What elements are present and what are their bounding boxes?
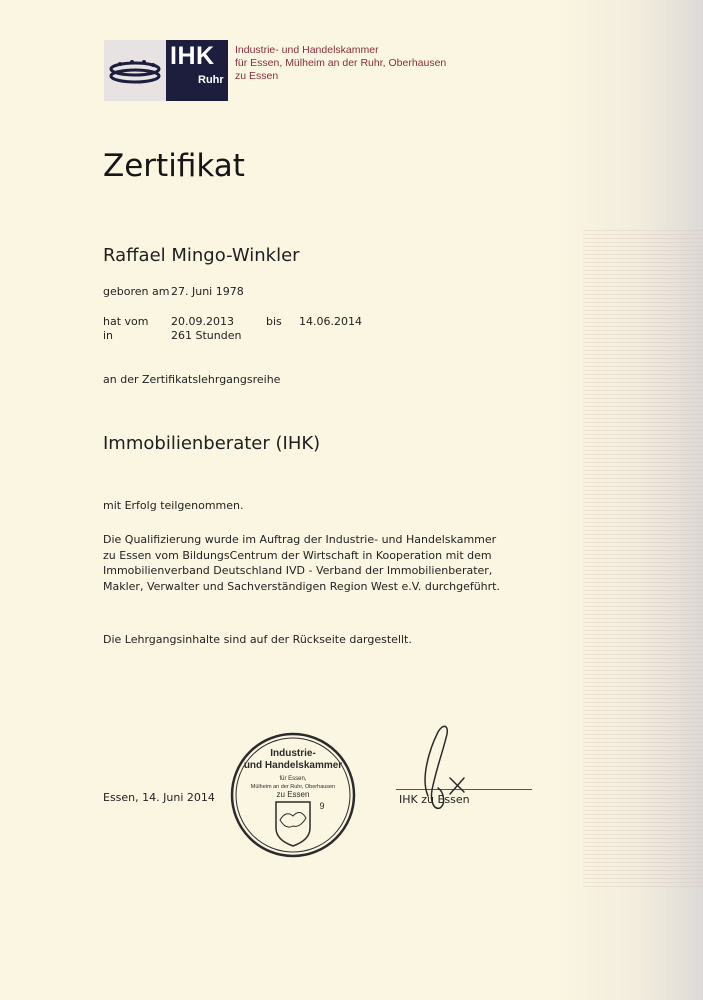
from-label: hat vom — [103, 315, 149, 328]
stamp-line-1: Industrie- — [270, 748, 316, 759]
stamp-number: 9 — [319, 801, 325, 811]
handwritten-signature — [410, 718, 480, 828]
stamp-line-4: Mülheim an der Ruhr, Oberhausen — [250, 784, 336, 790]
horse-emblem-icon — [280, 812, 306, 827]
ihk-logo-text: IHK — [170, 42, 215, 70]
to-date: 14.06.2014 — [299, 315, 362, 328]
security-stripes — [583, 230, 703, 890]
paragraph-line-3: Immobilienverband Deutschland IVD - Verband der Immobilienberater, — [103, 564, 493, 577]
place-date: Essen, 14. Juni 2014 — [103, 791, 215, 804]
to-label: bis — [266, 315, 282, 328]
stamp-line-5: zu Essen — [276, 790, 310, 799]
recipient-name: Raffael Mingo-Winkler — [103, 245, 300, 266]
qualification-paragraph — [103, 532, 500, 594]
ihk-logo-ruhr-text: Ruhr — [198, 74, 224, 86]
back-note: Die Lehrgangsinhalte sind auf der Rückseite dargestellt. — [103, 633, 412, 646]
stamp-line-3: für Essen, — [279, 776, 307, 782]
born-label: geboren am — [103, 285, 170, 298]
official-seal-stamp — [228, 730, 358, 860]
from-date: 20.09.2013 — [171, 315, 234, 328]
hours: 261 Stunden — [171, 329, 242, 342]
course-title: Immobilienberater (IHK) — [103, 433, 321, 454]
in-label: in — [103, 329, 114, 342]
ihk-logo-symbol-icon — [104, 40, 166, 101]
org-line-1: Industrie- und Handelskammer — [235, 44, 379, 56]
series-text: an der Zertifikatslehrgangsreihe — [103, 373, 281, 386]
coat-of-arms-icon — [276, 802, 310, 846]
born-date: 27. Juni 1978 — [171, 285, 244, 298]
paragraph-line-2: zu Essen vom BildungsCentrum der Wirtschaft in Kooperation mit dem — [103, 548, 492, 562]
org-line-2: für Essen, Mülheim an der Ruhr, Oberhausen — [235, 57, 447, 69]
certificate-title: Zertifikat — [103, 148, 245, 184]
organization-name — [235, 44, 446, 83]
stamp-line-2: und Handelskammer — [243, 760, 343, 771]
signature-label: IHK zu Essen — [399, 793, 470, 806]
success-text: mit Erfolg teilgenommen. — [103, 499, 244, 512]
org-line-3: zu Essen — [235, 70, 279, 82]
paragraph-line-4: Makler, Verwalter und Sachverständigen Region West e.V. durchgeführt. — [103, 579, 500, 593]
paragraph-line-1: Die Qualifizierung wurde im Auftrag der Industrie- und Handelskammer — [103, 533, 497, 546]
